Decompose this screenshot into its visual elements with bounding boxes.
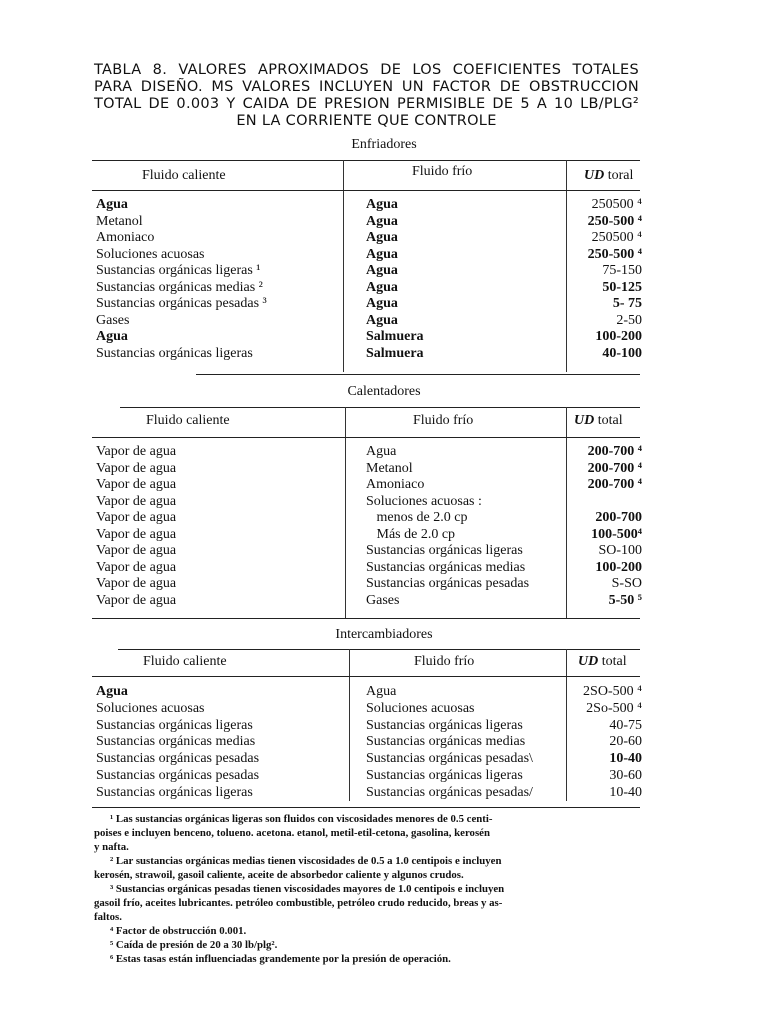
cell-cold-fluid: Más de 2.0 cp [366,526,456,542]
cell-cold-fluid: Sustancias orgánicas pesadas\ [366,751,533,767]
cell-hot-fluid: Sustancias orgánicas ligeras ¹ [96,263,261,278]
table-rule [196,374,640,375]
table-rule [92,190,640,191]
cell-ud-value: 75-150 [602,263,642,278]
cell-cold-fluid: Salmuera [366,329,424,344]
cell-ud-value: 250-500 ⁴ [587,213,642,229]
cell-ud-value: 40-100 [602,345,642,361]
cell-hot-fluid: Vapor de agua [96,460,177,476]
cell-cold-fluid: Metanol [366,460,413,476]
cell-cold-fluid: Agua [366,197,398,212]
cell-cold-fluid: Sustancias orgánicas pesadas/ [366,784,533,800]
cell-hot-fluid: Sustancias orgánicas medias ² [96,279,263,295]
cell-ud-value: 200-700 ⁴ [587,444,642,459]
cell-ud-value: 200-700 ⁴ [587,477,642,492]
header-cold-fluid: Fluido frío [412,164,473,179]
cell-ud-value: 40-75 [609,717,642,733]
cell-ud-value: 20-60 [609,734,642,750]
cell-hot-fluid: Gases [96,312,130,328]
cell-cold-fluid: Soluciones acuosas [366,700,475,716]
cell-cold-fluid: Agua [366,263,398,278]
cell-ud-value: S-SO [611,576,642,591]
table-row [0,213,768,230]
table-rule [120,407,640,408]
cell-hot-fluid: Vapor de agua [96,543,177,558]
cell-hot-fluid: Vapor de agua [96,526,177,542]
ud-word: total [597,413,623,428]
cell-hot-fluid: Sustancias orgánicas medias [96,734,256,750]
cell-ud-value: SO-100 [598,543,642,558]
cell-hot-fluid: Vapor de agua [96,592,177,608]
header-ud [584,168,633,184]
footnotes [94,812,639,966]
footnote-line: poises e incluyen benceno, tolueno. acetona. etanol, metil-etil-cetona, gasolina, kerosén [94,827,490,839]
cell-ud-value: 5- 75 [612,296,642,311]
caption-line-1: TABLA 8. VALORES APROXIMADOS DE LOS COEFICIENTES TOTALES [94,62,639,78]
cell-ud-value: 2So-500 ⁴ [586,700,642,716]
footnote-line: ¹ Las sustancias orgánicas ligeras son fluidos con viscosidades menores de 0.5 centi- [110,813,493,825]
cell-ud-value: 250500 ⁴ [591,230,642,245]
header-cold-fluid: Fluido frío [414,654,475,669]
ud-symbol: UD [584,168,605,183]
ud-word: toral [607,168,634,183]
table-row [0,262,768,279]
table-row [0,575,768,592]
header-hot-fluid: Fluido caliente [142,168,226,183]
table-row [0,493,768,510]
table-row [0,526,768,543]
cell-hot-fluid: Metanol [96,213,143,229]
header-hot-fluid: Fluido caliente [146,413,230,428]
cell-ud-value: 100-200 [595,559,642,575]
header-ud [578,654,627,670]
cell-cold-fluid: Agua [366,444,397,459]
table-rule [92,160,640,161]
cell-cold-fluid: Sustancias orgánicas ligeras [366,543,523,558]
cell-hot-fluid: Sustancias orgánicas pesadas ³ [96,296,267,311]
ud-symbol: UD [574,413,595,428]
cell-ud-value: 100-500⁴ [591,526,642,542]
table-rule [118,649,640,650]
cell-hot-fluid: Sustancias orgánicas ligeras [96,784,253,800]
cell-ud-value: 2-50 [616,312,642,328]
table-row [0,196,768,213]
table-row [0,592,768,609]
cell-cold-fluid: Agua [366,213,398,229]
header-cold-fluid: Fluido frío [413,413,474,428]
table-row [0,476,768,493]
cell-hot-fluid: Vapor de agua [96,477,177,492]
table-row [0,246,768,263]
footnote-line: kerosén, strawoil, gasoil caliente, aceite de absorbedor caliente y algunos crudos. [94,869,464,881]
cell-cold-fluid: Sustancias orgánicas ligeras [366,717,523,733]
table-row [0,767,768,784]
cell-hot-fluid: Vapor de agua [96,559,177,575]
table-rule [92,437,640,438]
table-row [0,750,768,767]
cell-cold-fluid: Agua [366,279,398,295]
footnote-line: ² Lar sustancias orgánicas medias tienen viscosidades de 0.5 a 1.0 centipois e incluyen [110,855,502,867]
table-row [0,784,768,801]
cell-ud-value: 250500 ⁴ [591,197,642,212]
cell-hot-fluid: Soluciones acuosas [96,246,205,262]
header-hot-fluid: Fluido caliente [143,654,227,669]
table-row [0,295,768,312]
cell-cold-fluid: Agua [366,296,398,311]
cell-cold-fluid: Sustancias orgánicas ligeras [366,768,523,783]
footnote-line: gasoil frío, aceites lubricantes. petróleo combustible, petróleo crudo reducido, breas y as- [94,897,503,909]
cell-cold-fluid: Agua [366,230,398,245]
footnote-line: ⁴ Factor de obstrucción 0.001. [110,925,247,937]
table-row [0,717,768,734]
ud-word: total [601,654,627,669]
cell-ud-value: 50-125 [602,279,642,295]
cell-ud-value: 10-40 [609,751,642,767]
cell-cold-fluid: Agua [366,312,398,328]
table-row [0,279,768,296]
footnote-line: ³ Sustancias orgánicas pesadas tienen viscosidades mayores de 1.0 centipois e incluyen [110,883,505,895]
cell-cold-fluid: Sustancias orgánicas medias [366,734,526,750]
footnote-line: ⁶ Estas tasas están influenciadas grandemente por la presión de operación. [110,953,451,965]
caption-line-4: EN LA CORRIENTE QUE CONTROLE [236,113,497,129]
cell-cold-fluid: Soluciones acuosas : [366,493,482,509]
cell-ud-value: 2SO-500 ⁴ [583,684,642,699]
table-row [0,460,768,477]
table-row [0,312,768,329]
footnote-line: faltos. [94,911,122,923]
cell-ud-value: 30-60 [609,768,642,783]
table-row [0,345,768,362]
cell-cold-fluid: Gases [366,592,400,608]
cell-hot-fluid: Sustancias orgánicas pesadas [96,751,260,767]
table-row [0,700,768,717]
cell-hot-fluid: Agua [96,329,128,344]
table-row [0,542,768,559]
cell-ud-value: 5-50 ⁵ [608,592,642,608]
cell-hot-fluid: Sustancias orgánicas pesadas [96,768,260,783]
table-caption [94,62,639,130]
cell-cold-fluid: menos de 2.0 cp [366,510,468,525]
cell-hot-fluid: Vapor de agua [96,576,177,591]
cell-cold-fluid: Salmuera [366,345,424,361]
caption-line-2: PARA DISEÑO. MS VALORES INCLUYEN UN FACTOR DE OBSTRUCCION [94,79,639,95]
cell-cold-fluid: Sustancias orgánicas medias [366,559,526,575]
cell-cold-fluid: Agua [366,246,398,262]
cell-cold-fluid: Amoniaco [366,477,425,492]
table-row [0,509,768,526]
cell-hot-fluid: Amoniaco [96,230,155,245]
table-row [0,733,768,750]
section-title-intercambiadores: Intercambiadores [335,627,433,642]
table-row [0,559,768,576]
cell-ud-value: 200-700 ⁴ [587,460,642,476]
cell-ud-value: 100-200 [595,329,642,344]
cell-hot-fluid: Vapor de agua [96,493,177,509]
cell-hot-fluid: Sustancias orgánicas ligeras [96,345,253,361]
cell-hot-fluid: Vapor de agua [96,444,177,459]
section-title-enfriadores: Enfriadores [351,137,417,152]
table-row [0,683,768,700]
cell-cold-fluid: Sustancias orgánicas pesadas [366,576,530,591]
header-ud [574,413,623,429]
cell-cold-fluid: Agua [366,684,397,699]
table-row [0,229,768,246]
cell-ud-value: 200-700 [595,510,642,525]
section-title-calentadores: Calentadores [347,384,421,399]
cell-ud-value: 250-500 ⁴ [587,246,642,262]
footnote-line: y nafta. [94,841,129,853]
caption-line-3: TOTAL DE 0.003 Y CAIDA DE PRESION PERMISIBLE DE 5 A 10 LB/PLG² [94,96,639,112]
table-row [0,443,768,460]
table-row [0,328,768,345]
cell-hot-fluid: Agua [96,684,128,699]
ud-symbol: UD [578,654,599,669]
cell-hot-fluid: Vapor de agua [96,510,177,525]
cell-hot-fluid: Soluciones acuosas [96,700,205,716]
cell-ud-value: 10-40 [609,784,642,800]
cell-hot-fluid: Sustancias orgánicas ligeras [96,717,253,733]
table-rule [92,807,640,808]
table-rule [92,618,640,619]
cell-hot-fluid: Agua [96,197,128,212]
table-rule [92,676,640,677]
footnote-line: ⁵ Caída de presión de 20 a 30 lb/plg². [110,939,278,951]
